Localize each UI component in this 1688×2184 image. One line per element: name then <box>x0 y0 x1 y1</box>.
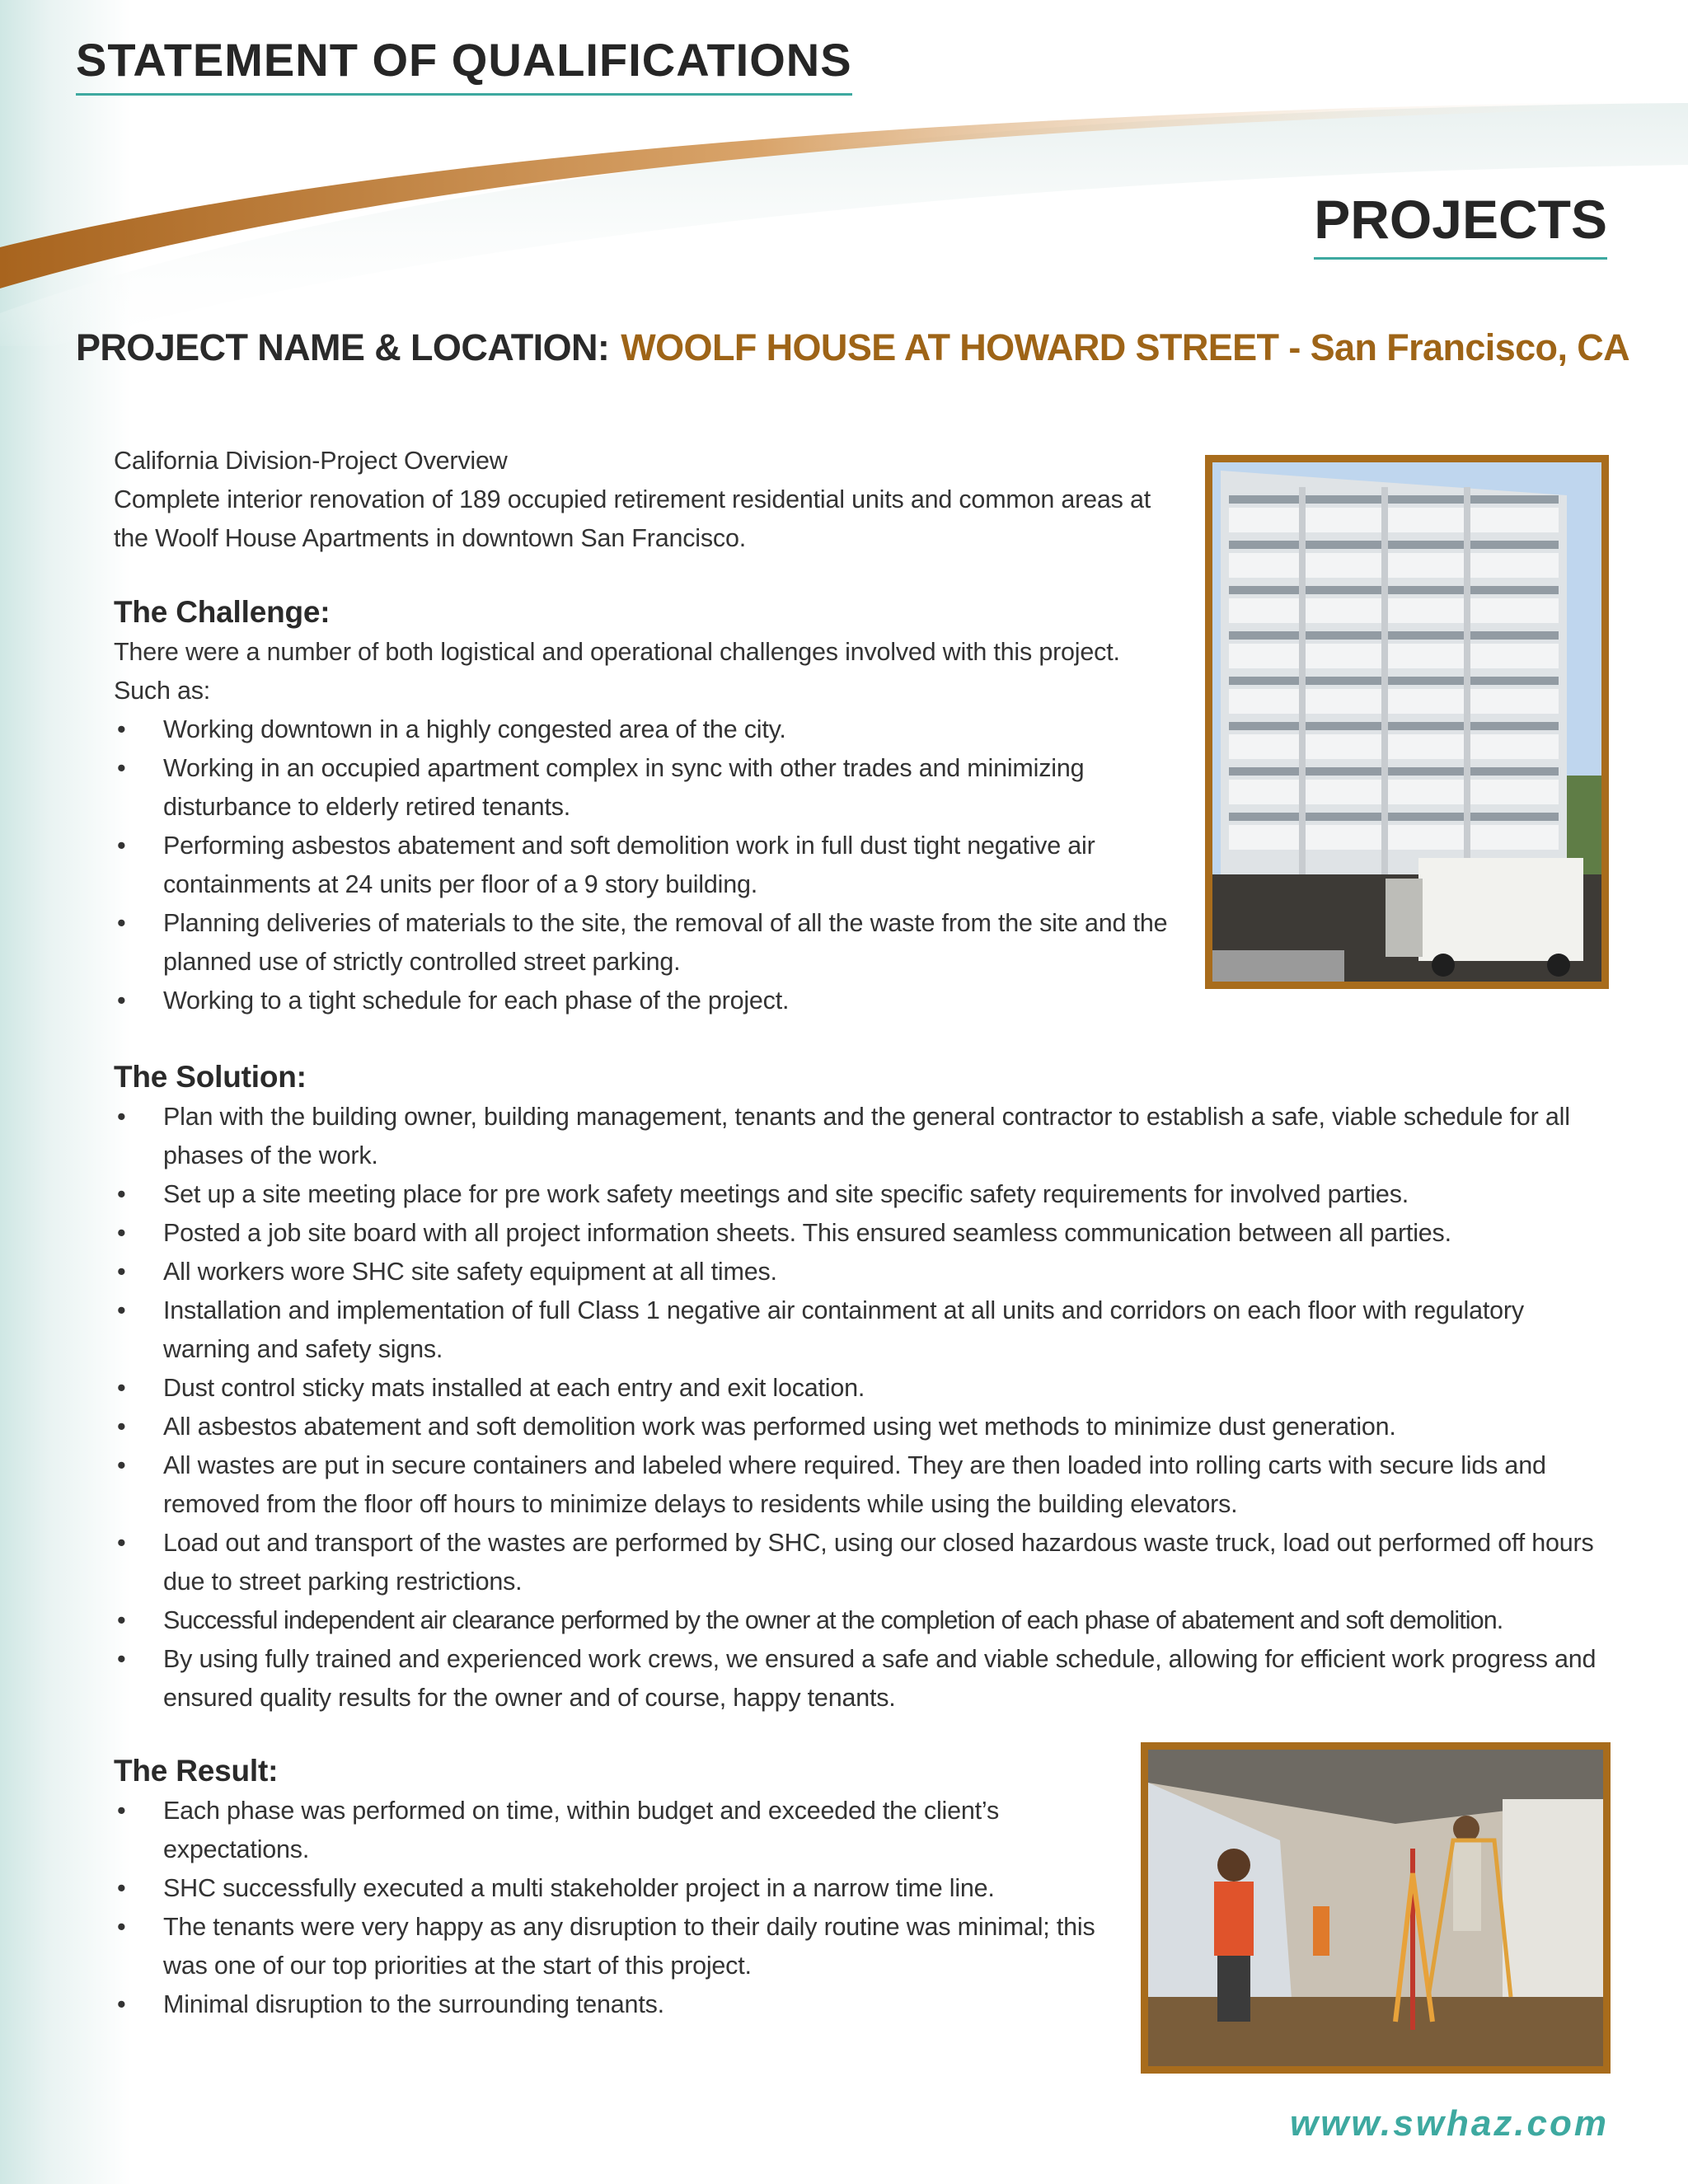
building-photo-image <box>1212 462 1601 982</box>
list-item-text: The tenants were very happy as any disruption to their daily routine was minimal; this was one of our top priorities at the start of this project. <box>163 1913 1095 1980</box>
list-item <box>114 710 1169 749</box>
website-url: www.swhaz.com <box>1289 2103 1609 2144</box>
bullet: • <box>117 715 126 743</box>
list-item-text: Performing asbestos abatement and soft demolition work in full dust tight negative air containments at 24 units per floor of a 9 story building. <box>163 832 1095 898</box>
bullet: • <box>117 1913 126 1941</box>
list-item <box>114 1792 1128 1869</box>
document-title: STATEMENT OF QUALIFICATIONS <box>76 33 852 96</box>
section-title: PROJECTS <box>1314 188 1607 260</box>
bullet: • <box>117 1296 126 1324</box>
challenge-title: The Challenge: <box>114 595 331 629</box>
list-item-text: Successful independent air clearance performed by the owner at the completion of each phase of abatement and soft demolition. <box>163 1606 1503 1634</box>
challenge-list <box>114 710 1169 1020</box>
bullet: • <box>117 1874 126 1902</box>
list-item <box>114 827 1169 904</box>
list-item-text: By using fully trained and experienced work crews, we ensured a safe and viable schedule, allowing for efficient work progress and ensured quality results for the owner and of course, happy tenants. <box>163 1645 1597 1712</box>
list-item <box>114 1175 1614 1214</box>
list-item-text: SHC successfully executed a multi stakeholder project in a narrow time line. <box>163 1874 995 1902</box>
list-item-text: All wastes are put in secure containers and labeled where required. They are then loaded into rolling carts with secure lids and removed from the floor off hours to minimize delays to residents while using the building elevators. <box>163 1451 1546 1518</box>
project-label: PROJECT NAME & LOCATION: <box>76 326 610 368</box>
list-item-text: All workers wore SHC site safety equipment at all times. <box>163 1258 777 1286</box>
list-item-text: All asbestos abatement and soft demolition work was performed using wet methods to minimize dust generation. <box>163 1413 1396 1441</box>
bullet: • <box>117 1413 126 1441</box>
list-item <box>114 1601 1614 1640</box>
list-item <box>114 1214 1614 1253</box>
list-item <box>114 1291 1614 1369</box>
bullet: • <box>117 1103 126 1131</box>
list-item-text: Each phase was performed on time, within budget and exceeded the client’s expectations. <box>163 1797 1000 1863</box>
bullet: • <box>117 909 126 937</box>
list-item <box>114 749 1169 827</box>
bullet: • <box>117 1451 126 1479</box>
workers-photo <box>1141 1742 1611 2074</box>
list-item <box>114 1098 1614 1175</box>
list-item <box>114 1446 1614 1524</box>
result-section <box>114 1750 1128 2024</box>
list-item-text: Working in an occupied apartment complex in sync with other trades and minimizing disturbance to elderly retired tenants. <box>163 754 1085 821</box>
list-item <box>114 1524 1614 1601</box>
bullet: • <box>117 1219 126 1247</box>
list-item <box>114 1369 1614 1408</box>
solution-title: The Solution: <box>114 1060 307 1094</box>
list-item <box>114 1908 1128 1985</box>
solution-list <box>114 1098 1614 1718</box>
list-item <box>114 1869 1128 1908</box>
overview-text: Complete interior renovation of 189 occupied retirement residential units and common areas at the Woolf House Apartments in downtown San Francisco. <box>114 485 1151 552</box>
list-item <box>114 1408 1614 1446</box>
list-item-text: Posted a job site board with all project information sheets. This ensured seamless communication between all parties. <box>163 1219 1451 1247</box>
project-name-line <box>76 326 1630 369</box>
overview-section <box>114 442 1169 558</box>
bullet: • <box>117 987 126 1015</box>
list-item-text: Working downtown in a highly congested area of the city. <box>163 715 786 743</box>
bullet: • <box>117 1258 126 1286</box>
bullet: • <box>117 832 126 860</box>
solution-section <box>114 1057 1614 1718</box>
bullet: • <box>117 1606 125 1634</box>
list-item <box>114 1985 1128 2024</box>
list-item-text: Set up a site meeting place for pre work safety meetings and site specific safety requirements for involved parties. <box>163 1180 1409 1208</box>
list-item-text: Installation and implementation of full Class 1 negative air containment at all units and corridors on each floor with regulatory warning and safety signs. <box>163 1296 1524 1363</box>
project-name: WOOLF HOUSE AT HOWARD STREET - San Francisco, CA <box>621 326 1630 368</box>
list-item <box>114 1640 1614 1718</box>
building-photo <box>1205 455 1609 989</box>
list-item <box>114 982 1169 1020</box>
workers-photo-image <box>1148 1750 1603 2066</box>
list-item-text: Planning deliveries of materials to the site, the removal of all the waste from the site and the planned use of strictly controlled street parking. <box>163 909 1168 976</box>
bullet: • <box>117 754 126 782</box>
bullet: • <box>117 1374 126 1402</box>
list-item-text: Plan with the building owner, building management, tenants and the general contractor to establish a safe, viable schedule for all phases of the work. <box>163 1103 1570 1169</box>
bullet: • <box>117 1180 126 1208</box>
list-item-text: Minimal disruption to the surrounding tenants. <box>163 1990 664 2018</box>
list-item-text: Dust control sticky mats installed at each entry and exit location. <box>163 1374 865 1402</box>
bullet: • <box>117 1797 126 1825</box>
list-item <box>114 1253 1614 1291</box>
result-title: The Result: <box>114 1754 279 1788</box>
challenge-section <box>114 592 1169 1020</box>
bullet: • <box>117 1645 126 1673</box>
list-item-text: Working to a tight schedule for each phase of the project. <box>163 987 790 1015</box>
list-item <box>114 904 1169 982</box>
bullet: • <box>117 1529 126 1557</box>
result-list <box>114 1792 1128 2024</box>
bullet: • <box>117 1990 126 2018</box>
challenge-intro: There were a number of both logistical and operational challenges involved with this project. Such as: <box>114 638 1120 705</box>
overview-heading: California Division-Project Overview <box>114 447 508 475</box>
list-item-text: Load out and transport of the wastes are performed by SHC, using our closed hazardous waste truck, load out performed off hours due to street parking restrictions. <box>163 1529 1594 1596</box>
